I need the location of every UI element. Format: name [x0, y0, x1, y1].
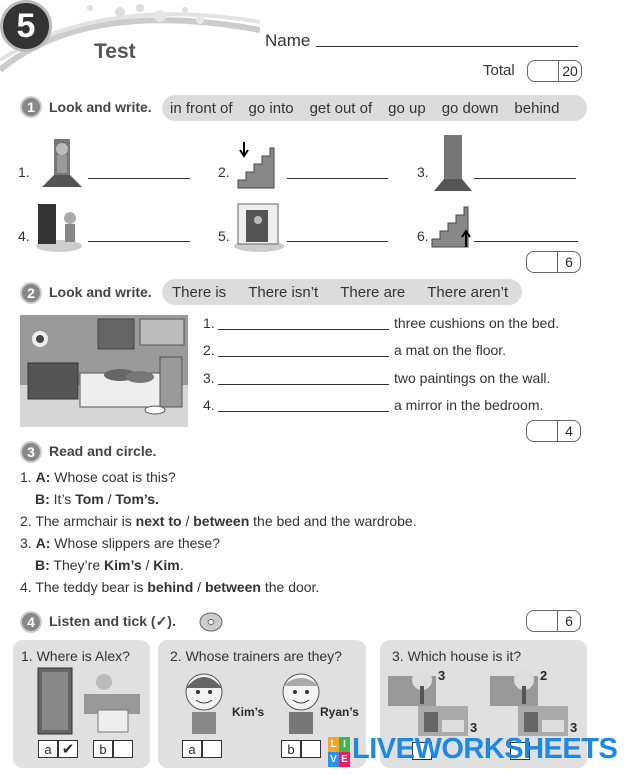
- unit-number: 5: [16, 6, 36, 45]
- total-score-input[interactable]: [528, 61, 559, 81]
- house-picture-1: [388, 666, 436, 706]
- circle-option[interactable]: Tom’s.: [115, 491, 159, 507]
- section4-score-value: 6: [565, 613, 573, 629]
- alex-door-picture: [34, 666, 146, 736]
- card-2-tick-box-a[interactable]: [202, 740, 222, 758]
- word-bank-item: There isn’t: [248, 283, 319, 301]
- word-bank-item: There aren’t: [427, 283, 509, 301]
- s2-item-2-text: a mat on the floor.: [394, 342, 507, 358]
- s2-answer-line-2[interactable]: [218, 356, 389, 357]
- circle-option[interactable]: next to: [135, 513, 182, 529]
- total-score-value: 20: [562, 63, 578, 79]
- circle-option[interactable]: Tom: [75, 491, 104, 507]
- word-bank-item: There are: [340, 283, 406, 301]
- section1-word-bank: [162, 95, 587, 121]
- circle-option[interactable]: between: [193, 513, 250, 529]
- s3-question-4: 4. The teddy bear is behind / between the door.: [20, 579, 320, 595]
- s3-question-3b: B: They’re Kim’s / Kim.: [35, 557, 184, 573]
- section2-score-box: [526, 420, 581, 442]
- section4-score-input[interactable]: [527, 611, 558, 631]
- item-number: 5.: [218, 228, 230, 244]
- ryan-picture: [276, 666, 326, 734]
- tree-picture: [430, 135, 474, 193]
- s2-item-4-text: a mirror in the bedroom.: [394, 397, 544, 413]
- word-bank-item: in front of: [170, 99, 233, 117]
- card-2-option-a[interactable]: a: [182, 740, 202, 758]
- card-1-option-b[interactable]: b: [93, 740, 113, 758]
- house-1-number: 3: [438, 668, 446, 683]
- section3-title: Read and circle.: [49, 443, 157, 459]
- s2-item-1-number: 1.: [203, 315, 215, 331]
- house-2-number: 2: [540, 668, 548, 683]
- circle-option[interactable]: behind: [147, 579, 194, 595]
- s2-answer-line-3[interactable]: [218, 384, 389, 385]
- kim-picture: [178, 666, 230, 734]
- word-bank-item: There is: [172, 283, 227, 301]
- stairs-up-picture: [430, 203, 474, 249]
- s2-item-2-number: 2.: [203, 342, 215, 358]
- section2-score-value: 4: [565, 423, 573, 439]
- kim-label: Kim’s: [232, 705, 265, 719]
- total-score-box: [527, 60, 582, 82]
- live-logo-i: I: [339, 737, 350, 752]
- unit-badge: [0, 0, 52, 52]
- section2-score-input[interactable]: [527, 421, 558, 441]
- card-2-title: 2. Whose trainers are they?: [170, 648, 342, 664]
- door-boy-picture: [34, 198, 84, 252]
- answer-line-1[interactable]: [88, 178, 190, 179]
- house-4-number: 3: [570, 720, 578, 735]
- name-label: Name: [265, 31, 311, 50]
- answer-line-4[interactable]: [88, 241, 190, 242]
- circle-option[interactable]: Kim’s: [104, 557, 142, 573]
- s3-question-1a: 1. A: Whose coat is this?: [20, 469, 176, 485]
- section4-title: Listen and tick (✓).: [49, 613, 176, 629]
- word-bank-item: go down: [441, 99, 499, 117]
- word-bank-item: go up: [388, 99, 426, 117]
- card-2-tick-box-b[interactable]: [301, 740, 321, 758]
- section1-score-value: 6: [565, 254, 573, 270]
- section1-title: Look and write.: [49, 99, 152, 115]
- item-number: 2.: [218, 164, 230, 180]
- doorway-picture: [232, 200, 286, 252]
- ryan-label: Ryan’s: [320, 705, 359, 719]
- bedroom-picture: [20, 315, 188, 427]
- item-number: 6.: [417, 228, 429, 244]
- house-picture-3: [418, 706, 468, 736]
- word-bank-item: behind: [514, 99, 560, 117]
- tree-boy-picture: [32, 135, 86, 191]
- section1-number: 1: [20, 96, 42, 118]
- house-3-number: 3: [470, 720, 478, 735]
- answer-line-5[interactable]: [287, 241, 388, 242]
- name-field[interactable]: [316, 46, 578, 47]
- watermark-text: LIVEWORKSHEETS: [352, 733, 618, 765]
- card-1-tick-box-a[interactable]: ✔: [58, 740, 78, 758]
- card-1-tick-box-b[interactable]: [113, 740, 133, 758]
- item-number: 4.: [18, 228, 30, 244]
- section2-word-bank: [162, 279, 522, 305]
- s2-item-3-text: two paintings on the wall.: [394, 370, 551, 386]
- card-1-option-a[interactable]: a: [38, 740, 58, 758]
- section2-title: Look and write.: [49, 284, 152, 300]
- answer-line-2[interactable]: [287, 178, 388, 179]
- circle-option[interactable]: between: [204, 579, 261, 595]
- section1-score-input[interactable]: [527, 252, 558, 272]
- section3-number: 3: [20, 441, 42, 463]
- section4-number: 4: [20, 611, 42, 633]
- s2-item-1-text: three cushions on the bed.: [394, 315, 560, 331]
- section2-number: 2: [20, 282, 42, 304]
- s3-question-1b: B: It’s Tom / Tom’s.: [35, 491, 159, 507]
- section4-score-box: [526, 610, 581, 632]
- card-3-title: 3. Which house is it?: [392, 648, 522, 664]
- answer-line-6[interactable]: [474, 241, 578, 242]
- house-picture-2: [490, 666, 538, 706]
- s3-question-3a: 3. A: Whose slippers are these?: [20, 535, 220, 551]
- s3-question-2: 2. The armchair is next to / between the bed and the wardrobe.: [20, 513, 417, 529]
- word-bank-item: get out of: [309, 99, 373, 117]
- circle-option[interactable]: Kim: [153, 557, 180, 573]
- test-title: Test: [94, 40, 136, 63]
- word-bank-item: go into: [248, 99, 294, 117]
- card-2-option-b[interactable]: b: [281, 740, 301, 758]
- cd-icon: [199, 611, 223, 633]
- live-logo: [328, 737, 350, 767]
- s2-item-3-number: 3.: [203, 370, 215, 386]
- house-picture-4: [518, 706, 568, 736]
- answer-line-3[interactable]: [474, 178, 576, 179]
- s2-answer-line-1[interactable]: [218, 329, 389, 330]
- total-label: Total: [483, 62, 515, 79]
- live-logo-l: L: [328, 737, 339, 752]
- stairs-down-picture: [236, 140, 276, 190]
- section1-score-box: [526, 251, 581, 273]
- live-logo-v: V: [328, 752, 339, 767]
- item-number: 1.: [18, 164, 30, 180]
- card-1-title: 1. Where is Alex?: [21, 648, 130, 664]
- live-logo-e: E: [339, 752, 350, 767]
- s2-item-4-number: 4.: [203, 397, 215, 413]
- item-number: 3.: [417, 164, 429, 180]
- s2-answer-line-4[interactable]: [218, 411, 389, 412]
